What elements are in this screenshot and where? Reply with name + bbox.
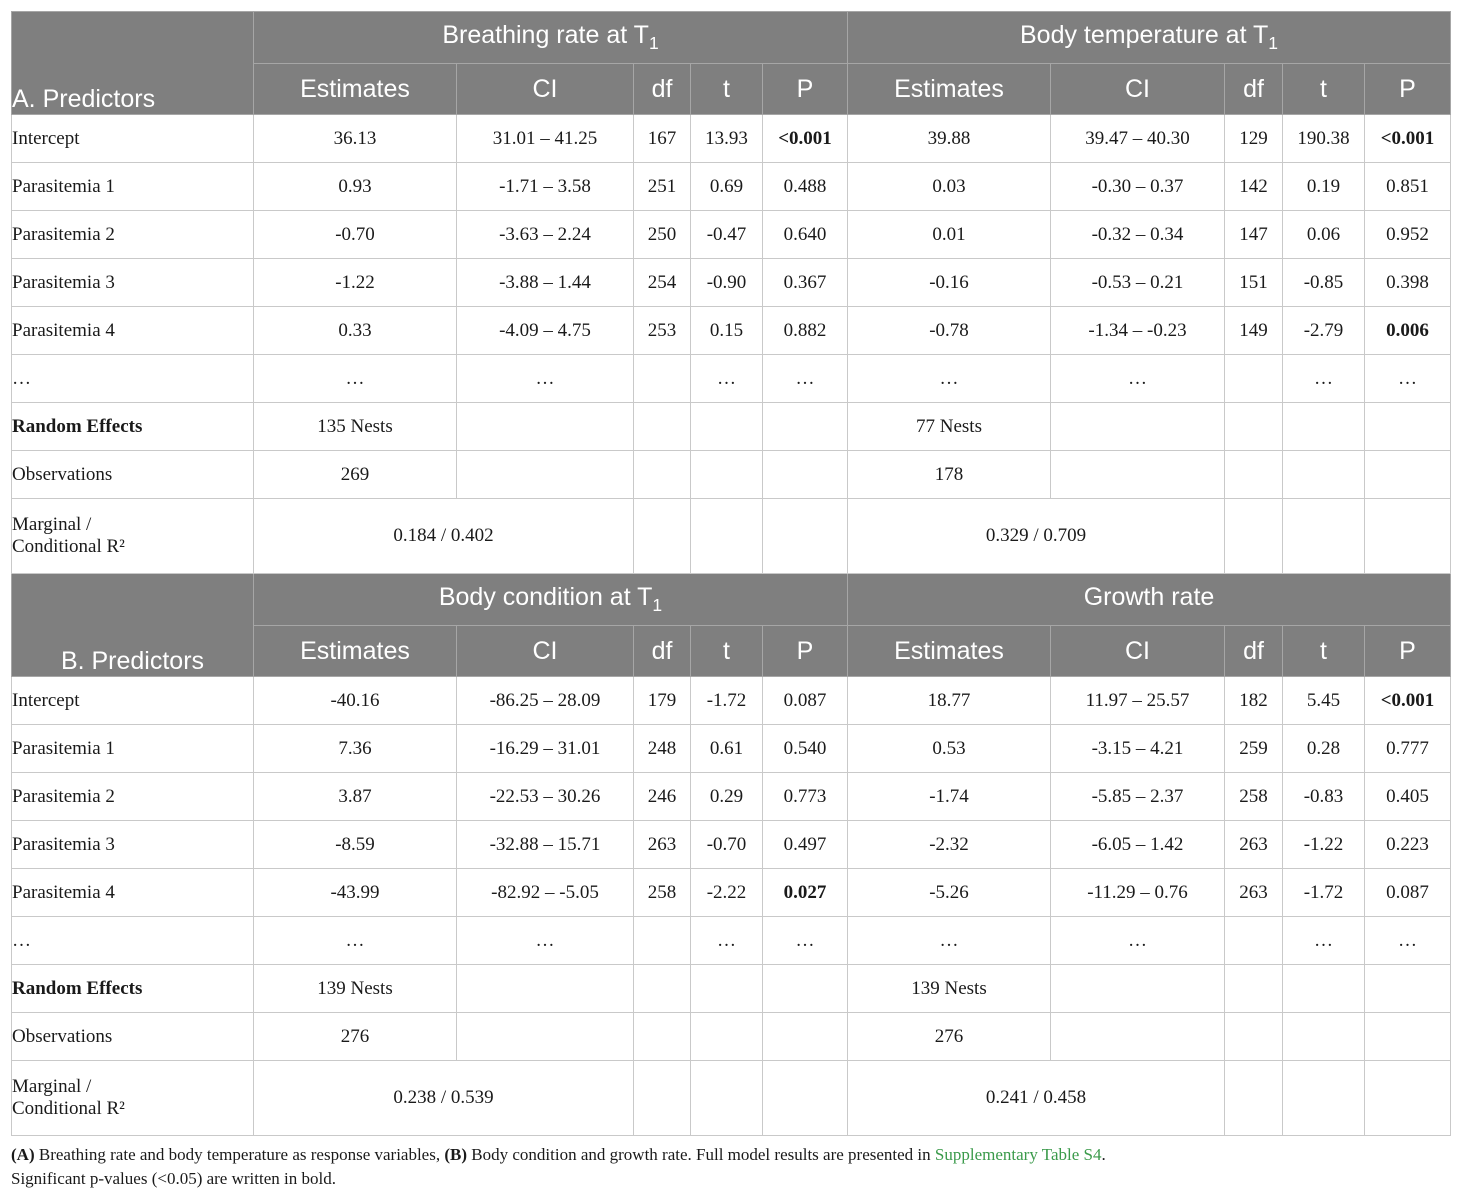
empty-cell [457, 403, 634, 451]
table-cell: … [848, 355, 1051, 403]
panel-b-group-title-2 [848, 574, 1451, 626]
table-cell: … [1365, 917, 1451, 965]
table-cell: 0.223 [1365, 821, 1451, 869]
column-header: Estimates [848, 64, 1051, 115]
table-cell: 0.53 [848, 725, 1051, 773]
table-cell: … [1283, 355, 1365, 403]
row-label: … [12, 917, 254, 965]
table-cell: -1.71 – 3.58 [457, 163, 634, 211]
footnote-a-tag: (A) [11, 1145, 35, 1164]
empty-cell [1283, 1061, 1365, 1136]
table-cell: -0.70 [254, 211, 457, 259]
row-label: Parasitemia 1 [12, 725, 254, 773]
table-row-observations [12, 1013, 1451, 1061]
table-cell [1225, 917, 1283, 965]
table-cell: 0.640 [763, 211, 848, 259]
r2-label-line-2: Conditional R² [12, 1098, 125, 1119]
empty-cell [634, 965, 691, 1013]
table-cell: -2.32 [848, 821, 1051, 869]
table-row [12, 163, 1451, 211]
table-cell: 147 [1225, 211, 1283, 259]
table-cell: -1.22 [254, 259, 457, 307]
table-cell: 259 [1225, 725, 1283, 773]
table-cell: -0.16 [848, 259, 1051, 307]
table-cell: -1.34 – -0.23 [1051, 307, 1225, 355]
table-cell: -0.30 – 0.37 [1051, 163, 1225, 211]
table-row [12, 211, 1451, 259]
empty-cell [634, 451, 691, 499]
table-cell: … [254, 355, 457, 403]
table-cell: -3.88 – 1.44 [457, 259, 634, 307]
empty-cell [1365, 451, 1451, 499]
table-cell: 0.488 [763, 163, 848, 211]
table-cell: -22.53 – 30.26 [457, 773, 634, 821]
panel-a-group-title-1 [254, 12, 848, 64]
column-header: t [691, 64, 763, 115]
row-label [12, 1061, 254, 1136]
table-row-r2 [12, 499, 1451, 574]
table-cell: 0.03 [848, 163, 1051, 211]
table-cell: 263 [1225, 869, 1283, 917]
footnote-a-text: Breathing rate and body temperature as response variables, [34, 1145, 445, 1164]
table-cell: … [1283, 917, 1365, 965]
table-cell: -3.15 – 4.21 [1051, 725, 1225, 773]
table-cell: … [848, 917, 1051, 965]
table-cell: 179 [634, 677, 691, 725]
row-label: Parasitemia 2 [12, 211, 254, 259]
row-label: Parasitemia 2 [12, 773, 254, 821]
table-cell: 149 [1225, 307, 1283, 355]
table-cell: 190.38 [1283, 115, 1365, 163]
table-cell: 258 [1225, 773, 1283, 821]
empty-cell [1365, 499, 1451, 574]
row-label: Random Effects [12, 403, 254, 451]
panel-b-predictors-header: B. Predictors [12, 574, 254, 677]
table-cell: 139 Nests [254, 965, 457, 1013]
panel-a [12, 12, 1451, 574]
table-cell: 0.19 [1283, 163, 1365, 211]
table-cell: … [691, 917, 763, 965]
column-header: t [1283, 64, 1365, 115]
table-cell: 0.06 [1283, 211, 1365, 259]
table-cell: 167 [634, 115, 691, 163]
group-title-text: Growth rate [1083, 583, 1215, 611]
table-cell: 0.398 [1365, 259, 1451, 307]
table-cell: 0.61 [691, 725, 763, 773]
column-header: df [634, 64, 691, 115]
table-cell: 31.01 – 41.25 [457, 115, 634, 163]
table-cell: 0.329 / 0.709 [848, 499, 1225, 574]
row-label: Parasitemia 4 [12, 869, 254, 917]
table-cell: … [763, 917, 848, 965]
table-cell [634, 355, 691, 403]
empty-cell [1051, 451, 1225, 499]
table-cell: 139 Nests [848, 965, 1051, 1013]
empty-cell [1051, 403, 1225, 451]
table-cell: 258 [634, 869, 691, 917]
table-cell: 0.28 [1283, 725, 1365, 773]
empty-cell [1283, 451, 1365, 499]
table-cell: 39.88 [848, 115, 1051, 163]
empty-cell [691, 403, 763, 451]
empty-cell [457, 1013, 634, 1061]
column-header: CI [1051, 64, 1225, 115]
empty-cell [763, 1061, 848, 1136]
table-cell: 0.15 [691, 307, 763, 355]
table-row [12, 917, 1451, 965]
table-cell: -43.99 [254, 869, 457, 917]
table-row [12, 725, 1451, 773]
table-cell: 36.13 [254, 115, 457, 163]
group-title-subscript: 1 [648, 33, 659, 53]
empty-cell [457, 451, 634, 499]
table-cell: -0.53 – 0.21 [1051, 259, 1225, 307]
table-row-observations [12, 451, 1451, 499]
row-label: Intercept [12, 115, 254, 163]
table-cell: 0.777 [1365, 725, 1451, 773]
table-row [12, 259, 1451, 307]
row-label: Parasitemia 4 [12, 307, 254, 355]
table-cell: 11.97 – 25.57 [1051, 677, 1225, 725]
table-cell: 246 [634, 773, 691, 821]
table-cell: 0.851 [1365, 163, 1451, 211]
r2-label-line-1: Marginal / [12, 1076, 92, 1097]
table-cell: 0.087 [1365, 869, 1451, 917]
table-row [12, 115, 1451, 163]
table-cell: -1.72 [1283, 869, 1365, 917]
row-label [12, 499, 254, 574]
empty-cell [763, 451, 848, 499]
footnote-b-tag: (B) [444, 1145, 468, 1164]
table-cell: … [457, 917, 634, 965]
table-cell: 276 [254, 1013, 457, 1061]
table-cell: 269 [254, 451, 457, 499]
empty-cell [634, 1061, 691, 1136]
footnote-line-1 [11, 1143, 1450, 1167]
table-cell: <0.001 [763, 115, 848, 163]
empty-cell [1225, 965, 1283, 1013]
table-cell: 0.93 [254, 163, 457, 211]
table-row [12, 307, 1451, 355]
table-cell: -5.26 [848, 869, 1051, 917]
panel-a-header-groups [12, 12, 1451, 64]
table-cell: 0.006 [1365, 307, 1451, 355]
table-cell: -0.78 [848, 307, 1051, 355]
table-cell: 0.33 [254, 307, 457, 355]
table-cell: -11.29 – 0.76 [1051, 869, 1225, 917]
column-header: CI [457, 64, 634, 115]
table-cell: -6.05 – 1.42 [1051, 821, 1225, 869]
table-cell: -1.22 [1283, 821, 1365, 869]
empty-cell [1365, 403, 1451, 451]
footnote-end: . [1101, 1145, 1106, 1164]
table-cell: -4.09 – 4.75 [457, 307, 634, 355]
row-label: … [12, 355, 254, 403]
table-cell: -8.59 [254, 821, 457, 869]
table-cell: <0.001 [1365, 115, 1451, 163]
table-footnote [11, 1143, 1450, 1191]
table-cell: -16.29 – 31.01 [457, 725, 634, 773]
column-header: CI [457, 626, 634, 677]
empty-cell [763, 403, 848, 451]
table-cell: 135 Nests [254, 403, 457, 451]
footnote-b-text: Body condition and growth rate. Full model results are presented in [467, 1145, 935, 1164]
table-cell: 0.952 [1365, 211, 1451, 259]
row-label: Intercept [12, 677, 254, 725]
panel-a-predictors-header: A. Predictors [12, 12, 254, 115]
table-cell: -1.72 [691, 677, 763, 725]
table-cell [634, 917, 691, 965]
group-title-subscript: 1 [1268, 33, 1279, 53]
table-row-random-effects [12, 965, 1451, 1013]
row-label: Observations [12, 1013, 254, 1061]
table-cell: 0.238 / 0.539 [254, 1061, 634, 1136]
table-cell: -0.83 [1283, 773, 1365, 821]
table-cell: -2.79 [1283, 307, 1365, 355]
table-cell: 142 [1225, 163, 1283, 211]
table-cell: 39.47 – 40.30 [1051, 115, 1225, 163]
table-cell: … [691, 355, 763, 403]
table-cell: 0.29 [691, 773, 763, 821]
table-cell: -0.85 [1283, 259, 1365, 307]
row-label: Observations [12, 451, 254, 499]
column-header: Estimates [254, 626, 457, 677]
table-cell: … [1365, 355, 1451, 403]
table-cell: 0.184 / 0.402 [254, 499, 634, 574]
empty-cell [1365, 965, 1451, 1013]
table-cell: -0.32 – 0.34 [1051, 211, 1225, 259]
table-cell: 5.45 [1283, 677, 1365, 725]
column-header: P [1365, 64, 1451, 115]
table-cell: 0.01 [848, 211, 1051, 259]
empty-cell [763, 499, 848, 574]
empty-cell [1283, 965, 1365, 1013]
table-cell: -1.74 [848, 773, 1051, 821]
table-cell: 0.027 [763, 869, 848, 917]
panel-a-group-title-2 [848, 12, 1451, 64]
table-cell: 129 [1225, 115, 1283, 163]
column-header: df [634, 626, 691, 677]
row-label: Random Effects [12, 965, 254, 1013]
table-row [12, 869, 1451, 917]
table-cell: 248 [634, 725, 691, 773]
table-cell: -0.47 [691, 211, 763, 259]
table-row-random-effects [12, 403, 1451, 451]
empty-cell [1225, 499, 1283, 574]
empty-cell [691, 965, 763, 1013]
table-cell: 250 [634, 211, 691, 259]
group-title-subscript: 1 [652, 595, 663, 615]
table-cell: -0.70 [691, 821, 763, 869]
column-header: P [1365, 626, 1451, 677]
table-cell: 0.405 [1365, 773, 1451, 821]
table-cell: 276 [848, 1013, 1051, 1061]
table-cell: 0.497 [763, 821, 848, 869]
r2-label-line-1: Marginal / [12, 514, 92, 535]
empty-cell [1365, 1061, 1451, 1136]
empty-cell [691, 451, 763, 499]
column-header: P [763, 64, 848, 115]
empty-cell [691, 499, 763, 574]
table-cell: 0.540 [763, 725, 848, 773]
table-cell: … [1051, 355, 1225, 403]
table-cell: 0.241 / 0.458 [848, 1061, 1225, 1136]
table-cell: <0.001 [1365, 677, 1451, 725]
table-cell: … [763, 355, 848, 403]
empty-cell [1225, 403, 1283, 451]
empty-cell [763, 965, 848, 1013]
empty-cell [1051, 1013, 1225, 1061]
footnote-line-2: Significant p-values (<0.05) are written in bold. [11, 1169, 336, 1188]
table-cell: 0.773 [763, 773, 848, 821]
row-label: Parasitemia 3 [12, 259, 254, 307]
table-cell: 13.93 [691, 115, 763, 163]
empty-cell [763, 1013, 848, 1061]
empty-cell [1283, 403, 1365, 451]
table-cell: 251 [634, 163, 691, 211]
table-row [12, 677, 1451, 725]
table-row-r2 [12, 1061, 1451, 1136]
empty-cell [691, 1061, 763, 1136]
column-header: P [763, 626, 848, 677]
table-cell: 182 [1225, 677, 1283, 725]
table-cell: … [254, 917, 457, 965]
table-cell: 0.882 [763, 307, 848, 355]
group-title-text: Body temperature at T [1020, 21, 1269, 49]
r2-label-line-2: Conditional R² [12, 536, 125, 557]
column-header: Estimates [254, 64, 457, 115]
empty-cell [1225, 451, 1283, 499]
table-cell: 7.36 [254, 725, 457, 773]
table-cell: 151 [1225, 259, 1283, 307]
empty-cell [1283, 1013, 1365, 1061]
table-cell: -32.88 – 15.71 [457, 821, 634, 869]
empty-cell [634, 1013, 691, 1061]
table-cell: -40.16 [254, 677, 457, 725]
empty-cell [634, 403, 691, 451]
panel-b-group-title-1 [254, 574, 848, 626]
empty-cell [1225, 1061, 1283, 1136]
column-header: CI [1051, 626, 1225, 677]
table-cell: 253 [634, 307, 691, 355]
table-cell: 254 [634, 259, 691, 307]
empty-cell [1225, 1013, 1283, 1061]
empty-cell [691, 1013, 763, 1061]
table-cell: 0.087 [763, 677, 848, 725]
table-cell: 263 [1225, 821, 1283, 869]
empty-cell [1283, 499, 1365, 574]
row-label: Parasitemia 3 [12, 821, 254, 869]
group-title-text: Breathing rate at T [442, 21, 649, 49]
table-cell: 178 [848, 451, 1051, 499]
table-cell [1225, 355, 1283, 403]
supplementary-table-link[interactable]: Supplementary Table S4 [934, 1145, 1102, 1164]
empty-cell [634, 499, 691, 574]
results-table [11, 11, 1451, 1136]
group-title-text: Body condition at T [438, 583, 653, 611]
table-cell: -0.90 [691, 259, 763, 307]
empty-cell [1365, 1013, 1451, 1061]
table-cell: 77 Nests [848, 403, 1051, 451]
table-cell: 263 [634, 821, 691, 869]
column-header: Estimates [848, 626, 1051, 677]
table-cell: -82.92 – -5.05 [457, 869, 634, 917]
panel-b [12, 574, 1451, 1136]
column-header: df [1225, 626, 1283, 677]
row-label: Parasitemia 1 [12, 163, 254, 211]
table-cell: 0.69 [691, 163, 763, 211]
table-row [12, 821, 1451, 869]
table-cell: 0.367 [763, 259, 848, 307]
table-cell: -5.85 – 2.37 [1051, 773, 1225, 821]
table-cell: -86.25 – 28.09 [457, 677, 634, 725]
table-cell: -3.63 – 2.24 [457, 211, 634, 259]
panel-b-header-groups [12, 574, 1451, 626]
empty-cell [457, 965, 634, 1013]
column-header: t [1283, 626, 1365, 677]
column-header: t [691, 626, 763, 677]
table-cell: 3.87 [254, 773, 457, 821]
table-row [12, 773, 1451, 821]
column-header: df [1225, 64, 1283, 115]
table-cell: 18.77 [848, 677, 1051, 725]
empty-cell [1051, 965, 1225, 1013]
table-cell: … [457, 355, 634, 403]
table-cell: … [1051, 917, 1225, 965]
table-cell: -2.22 [691, 869, 763, 917]
table-row [12, 355, 1451, 403]
